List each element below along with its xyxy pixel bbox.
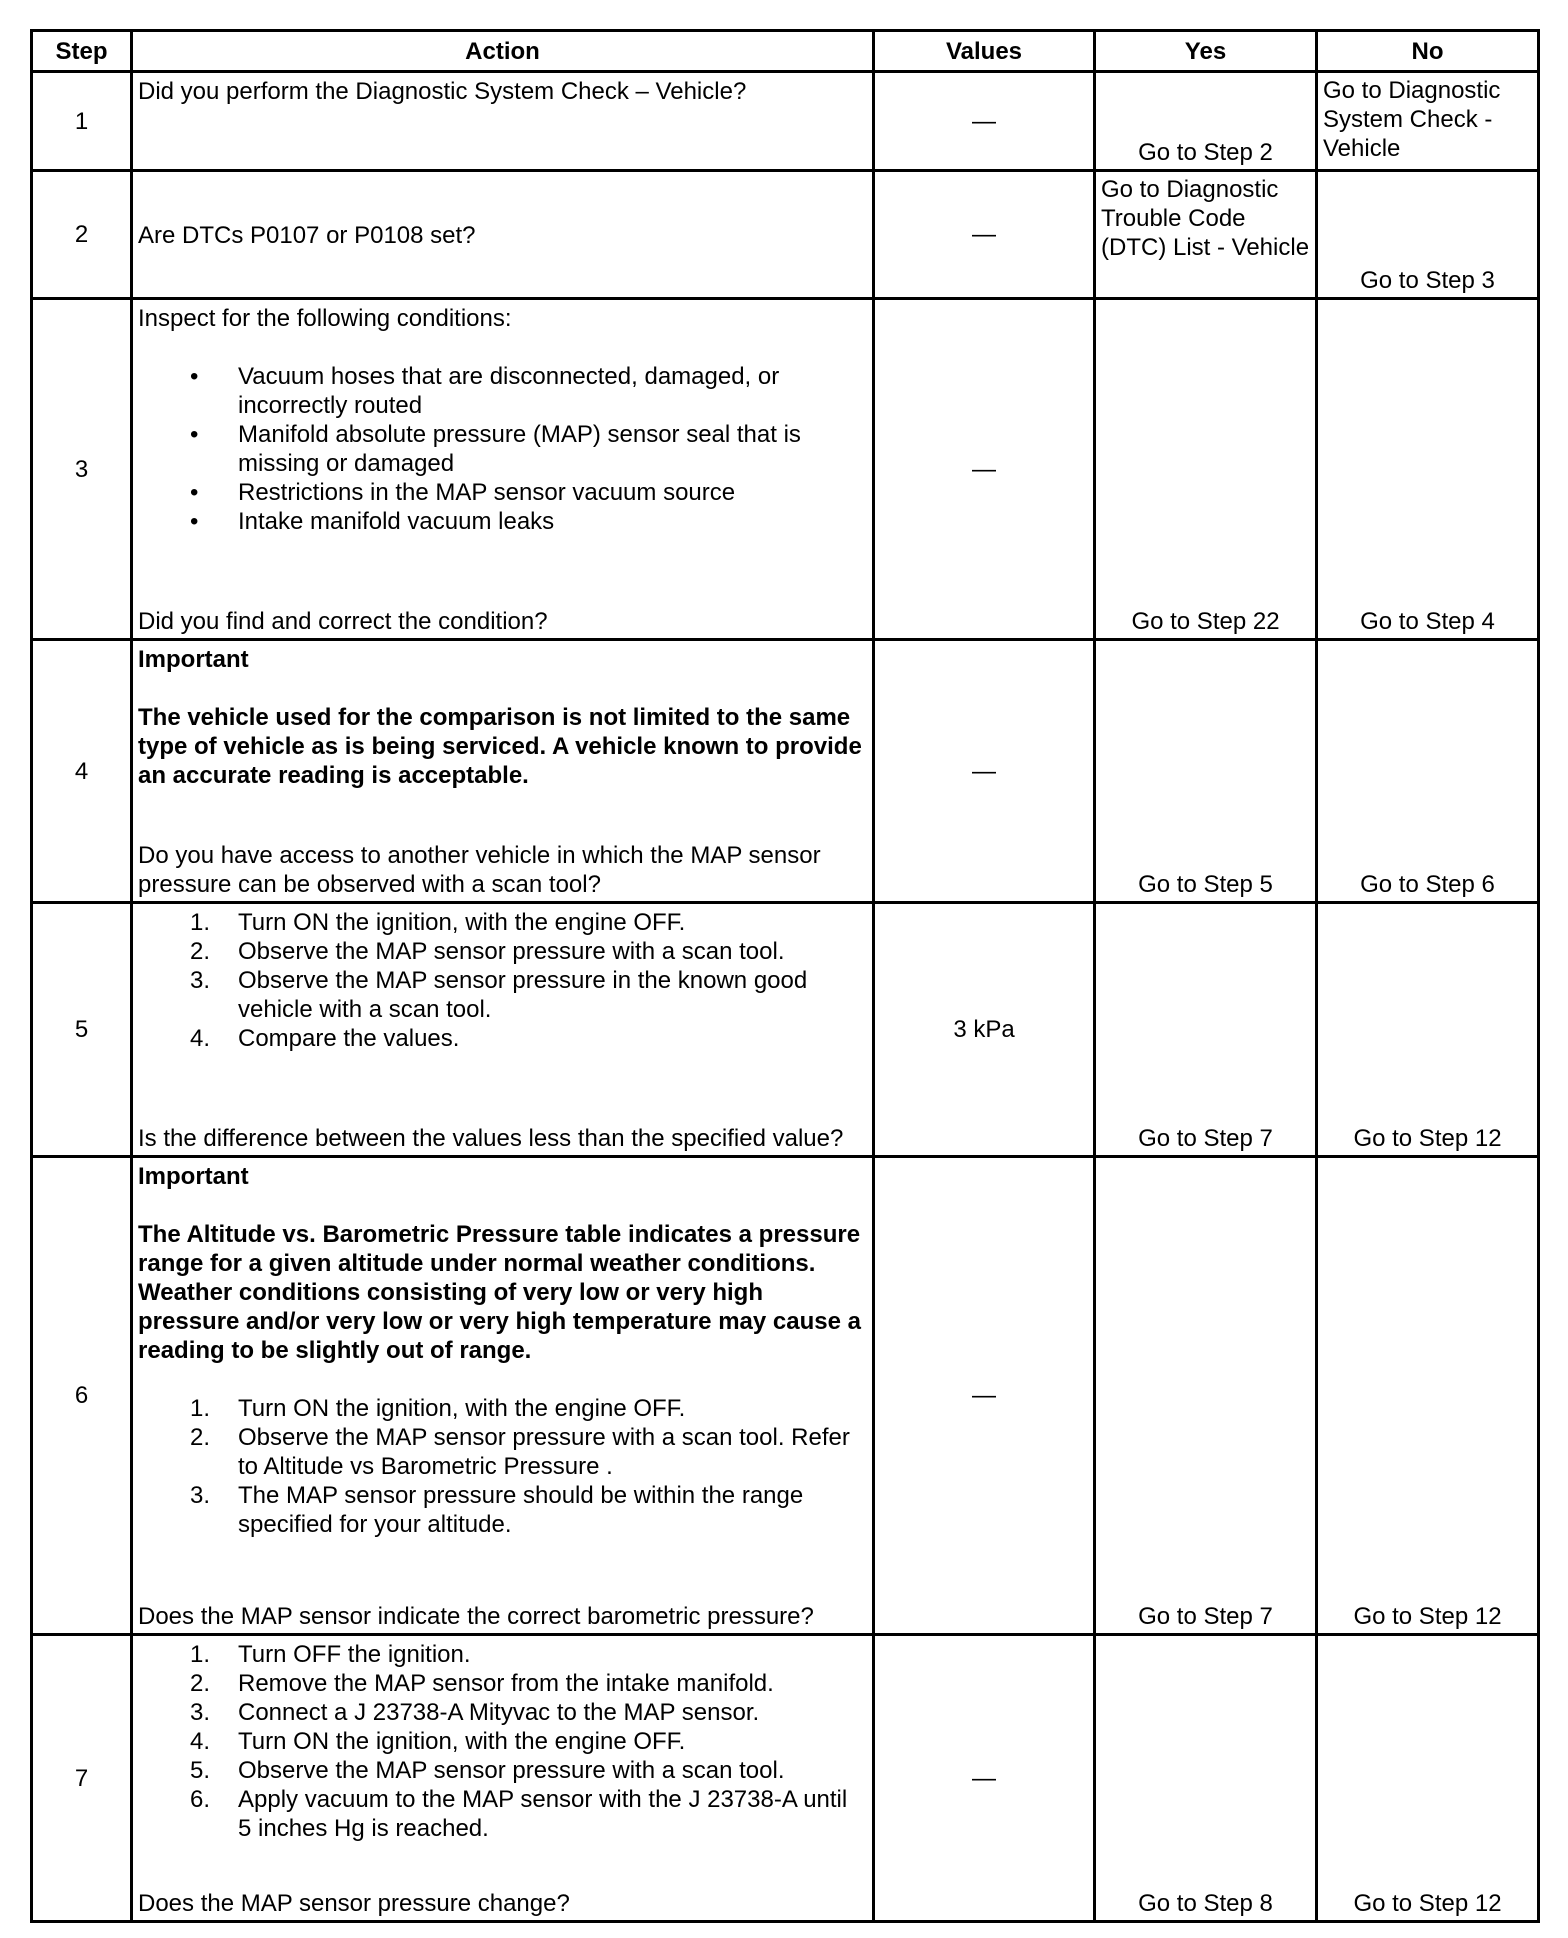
step-number: 7 bbox=[32, 1635, 132, 1922]
step-number: 4 bbox=[32, 640, 132, 903]
header-row bbox=[32, 31, 1539, 72]
action-cell bbox=[132, 903, 874, 1157]
step-number: 6 bbox=[32, 1157, 132, 1635]
list-item: 4. Compare the values. bbox=[190, 1025, 460, 1052]
list-item: 3. The MAP sensor pressure should be within the range specified for your altitude. bbox=[190, 1482, 804, 1538]
question-text: Do you have access to another vehicle in which the MAP sensor pressure can be observed with a scan tool? bbox=[138, 842, 821, 898]
step-number: 1 bbox=[32, 72, 132, 171]
value-cell: — bbox=[874, 1635, 1095, 1922]
table-row-step-7 bbox=[32, 1635, 1539, 1922]
yes-cell: Go to Step 7 bbox=[1095, 1157, 1317, 1635]
table-row-step-5 bbox=[32, 903, 1539, 1157]
yes-cell: Go to Step 7 bbox=[1095, 903, 1317, 1157]
value-cell: — bbox=[874, 640, 1095, 903]
list-item: 4. Turn ON the ignition, with the engine OFF. bbox=[190, 1728, 686, 1755]
no-cell: Go to Step 6 bbox=[1317, 640, 1539, 903]
list-item: 1. Turn OFF the ignition. bbox=[190, 1641, 471, 1668]
important-title: Important bbox=[138, 646, 249, 673]
yes-cell: Go to Step 5 bbox=[1095, 640, 1317, 903]
value-cell: 3 kPa bbox=[874, 903, 1095, 1157]
header-step: Step bbox=[32, 31, 132, 72]
value-cell: — bbox=[874, 171, 1095, 299]
step-number: 2 bbox=[32, 171, 132, 299]
action-cell bbox=[132, 640, 874, 903]
table-row-step-1 bbox=[32, 72, 1539, 171]
procedure-list bbox=[138, 908, 867, 1053]
important-title: Important bbox=[138, 1163, 249, 1190]
diagnostic-table bbox=[30, 29, 1540, 1923]
intro-text: Inspect for the following conditions: bbox=[138, 305, 512, 332]
action-cell bbox=[132, 72, 874, 171]
list-item: 6. Apply vacuum to the MAP sensor with the J 23738-A until 5 inches Hg is reached. bbox=[190, 1786, 848, 1842]
table-row-step-4 bbox=[32, 640, 1539, 903]
no-cell: Go to Step 12 bbox=[1317, 1157, 1539, 1635]
list-item: 2. Observe the MAP sensor pressure with a scan tool. Refer to Altitude vs Barometric Pressure . bbox=[190, 1424, 850, 1480]
list-item: 3. Connect a J 23738-A Mityvac to the MAP sensor. bbox=[190, 1699, 760, 1726]
condition-list bbox=[138, 362, 867, 536]
question-text: Did you find and correct the condition? bbox=[138, 608, 548, 635]
list-item: 5. Observe the MAP sensor pressure with a scan tool. bbox=[190, 1757, 785, 1784]
value-cell: — bbox=[874, 72, 1095, 171]
no-cell: Go to Step 4 bbox=[1317, 299, 1539, 640]
header-values: Values bbox=[874, 31, 1095, 72]
question-text: Did you perform the Diagnostic System Check – Vehicle? bbox=[138, 78, 747, 105]
no-cell: Go to Step 12 bbox=[1317, 903, 1539, 1157]
yes-cell: Go to Step 2 bbox=[1095, 72, 1317, 171]
list-item: 3. Observe the MAP sensor pressure in the known good vehicle with a scan tool. bbox=[190, 967, 808, 1023]
list-item: 1. Turn ON the ignition, with the engine OFF. bbox=[190, 909, 686, 936]
list-item: 2. Remove the MAP sensor from the intake manifold. bbox=[190, 1670, 774, 1697]
table-row-step-2 bbox=[32, 171, 1539, 299]
action-cell bbox=[132, 1635, 874, 1922]
question-text: Are DTCs P0107 or P0108 set? bbox=[138, 222, 476, 249]
list-item: • Vacuum hoses that are disconnected, damaged, or incorrectly routed bbox=[138, 362, 867, 420]
table-row-step-3 bbox=[32, 299, 1539, 640]
question-text: Does the MAP sensor indicate the correct barometric pressure? bbox=[138, 1603, 814, 1630]
value-cell: — bbox=[874, 1157, 1095, 1635]
no-cell: Go to Step 3 bbox=[1317, 171, 1539, 299]
list-item: • Restrictions in the MAP sensor vacuum source bbox=[138, 478, 867, 507]
header-action: Action bbox=[132, 31, 874, 72]
important-note: The Altitude vs. Barometric Pressure table indicates a pressure range for a given altitude under normal weather conditions. Weather conditions consisting of very low or very high pressure and/or very low or very high temperature may cause a reading to be slightly out of range. bbox=[138, 1221, 861, 1364]
header-no: No bbox=[1317, 31, 1539, 72]
yes-cell: Go to Diagnostic Trouble Code (DTC) List - Vehicle bbox=[1095, 171, 1317, 299]
step-number: 3 bbox=[32, 299, 132, 640]
no-cell: Go to Step 12 bbox=[1317, 1635, 1539, 1922]
action-cell bbox=[132, 1157, 874, 1635]
table-row-step-6 bbox=[32, 1157, 1539, 1635]
important-note: The vehicle used for the comparison is not limited to the same type of vehicle as is being serviced. A vehicle known to provide an accurate reading is acceptable. bbox=[138, 704, 862, 789]
list-item: 2. Observe the MAP sensor pressure with a scan tool. bbox=[190, 938, 785, 965]
yes-cell: Go to Step 22 bbox=[1095, 299, 1317, 640]
list-item: • Manifold absolute pressure (MAP) sensor seal that is missing or damaged bbox=[138, 420, 867, 478]
list-item: • Intake manifold vacuum leaks bbox=[138, 507, 867, 536]
action-cell bbox=[132, 299, 874, 640]
question-text: Is the difference between the values less than the specified value? bbox=[138, 1125, 844, 1152]
no-cell: Go to Diagnostic System Check - Vehicle bbox=[1317, 72, 1539, 171]
action-cell bbox=[132, 171, 874, 299]
list-item: 1. Turn ON the ignition, with the engine OFF. bbox=[190, 1395, 686, 1422]
procedure-list bbox=[138, 1394, 867, 1539]
procedure-list bbox=[138, 1640, 867, 1843]
step-number: 5 bbox=[32, 903, 132, 1157]
yes-cell: Go to Step 8 bbox=[1095, 1635, 1317, 1922]
value-cell: — bbox=[874, 299, 1095, 640]
question-text: Does the MAP sensor pressure change? bbox=[138, 1890, 570, 1917]
header-yes: Yes bbox=[1095, 31, 1317, 72]
